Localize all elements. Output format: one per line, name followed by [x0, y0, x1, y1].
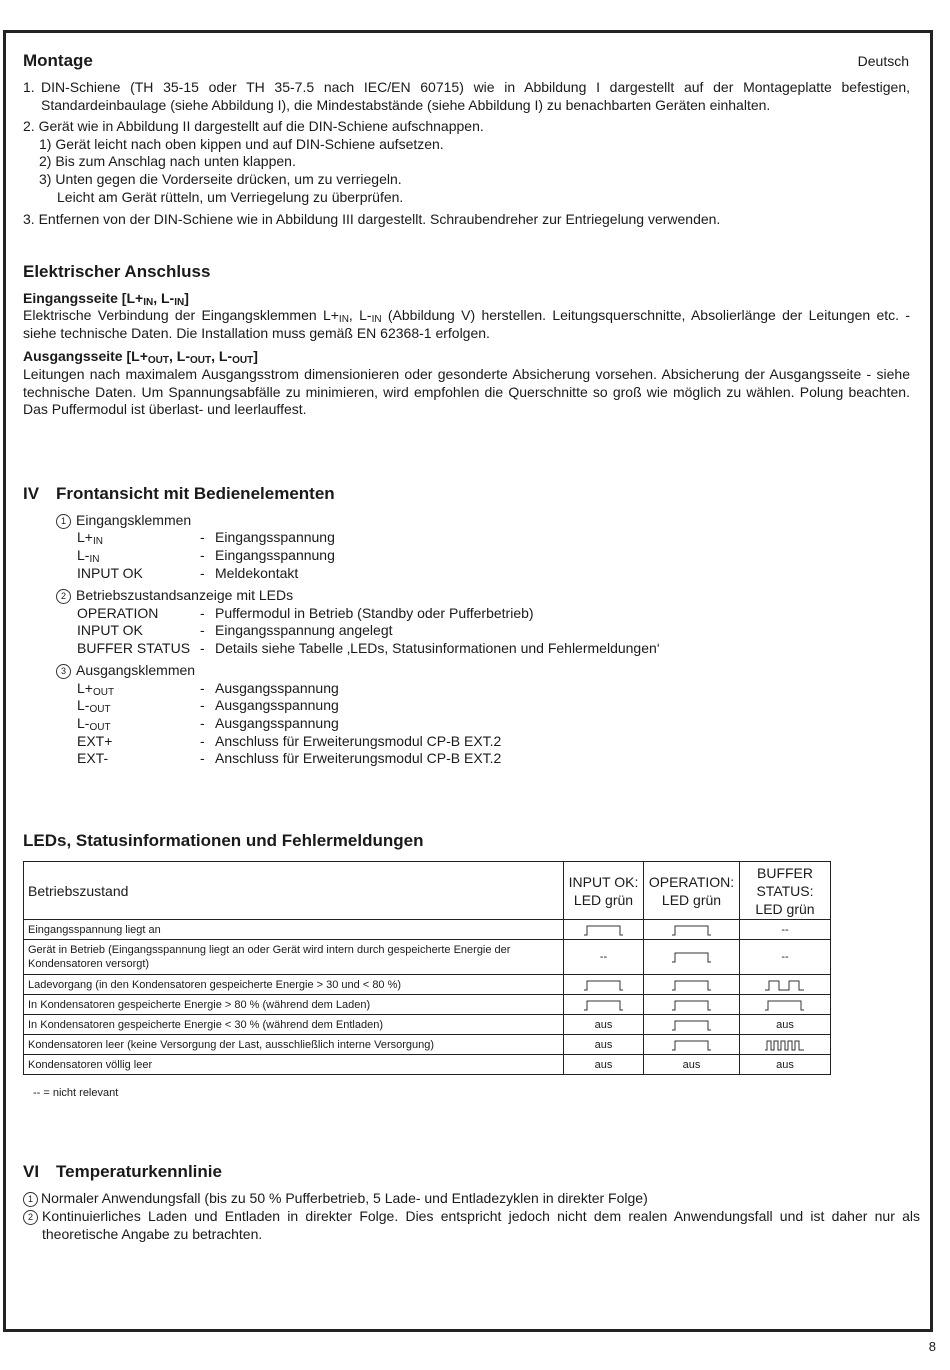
col-header-state: Betriebszustand: [24, 862, 564, 920]
led-status-table: [23, 861, 831, 1075]
state-cell: Eingangsspannung liegt an: [24, 920, 564, 940]
montage-item-3: 3. Entfernen von der DIN-Schiene wie in Abbildung III dargestellt. Schraubendreher zur Entriegelung verwenden.: [23, 211, 721, 227]
marker-2-icon: 2: [56, 589, 71, 604]
led-signal-on-icon: [644, 1035, 740, 1055]
temp-item-2: 2 Kontinuierliches Laden und Entladen in direkter Folge. Dies entspricht jedoch nicht dem realen Anwendungsfall und ist daher nur als theoretische Angabe zu betrachten.: [23, 1208, 920, 1243]
front-title: Frontansicht mit Bedienelementen: [56, 484, 335, 503]
led-state-cell: aus: [644, 1055, 740, 1075]
elektrisch-title: Elektrischer Anschluss: [23, 262, 211, 281]
montage-step-3-cont: Leicht am Gerät rütteln, um Verriegelung zu überprüfen.: [57, 189, 404, 205]
led-signal-on-icon: [644, 975, 740, 995]
output-text: Leitungen nach maximalem Ausgangsstrom dimensionieren oder gesonderte Absicherung vorsehen. Absicherung der Ausgangsseite - siehe technische Daten. Um Spannungsabfälle zu minimieren, wird empfohlen die Querschnitte so groß wie möglich zu wählen. Polung beachten. Das Puffermodul ist überlast- und leerlauffest.: [23, 366, 910, 417]
table-row: [24, 975, 831, 995]
output-heading: Ausgangsseite [$L+_{OUT}$, $L-_{OUT}$, $L-_{OUT}$]: [23, 348, 258, 366]
language-label: Deutsch: [857, 53, 909, 69]
temp-item-1: 1 Normaler Anwendungsfall (bis zu 50 % Pufferbetrieb, 5 Lade- und Entladezyklen in direkter Folge): [23, 1190, 920, 1208]
montage-step-1: 1) Gerät leicht nach oben kippen und auf DIN-Schiene aufsetzen.: [39, 136, 444, 152]
led-state-cell: aus: [740, 1015, 831, 1035]
led-signal-on-icon: [644, 920, 740, 940]
col-header-input-ok: INPUT OK: LED grün: [564, 862, 644, 920]
table-row: [24, 995, 831, 1015]
temp-title: Temperaturkennlinie: [56, 1162, 222, 1181]
state-cell: In Kondensatoren gespeicherte Energie < 30 % (während dem Entladen): [24, 1015, 564, 1035]
col-header-buffer-status: BUFFER STATUS: LED grün: [740, 862, 831, 920]
marker-1-icon: 1: [56, 514, 71, 529]
table-row: [24, 1055, 831, 1075]
led-signal-on-icon: [740, 995, 831, 1015]
montage-item-2: 2. Gerät wie in Abbildung II dargestellt auf die DIN-Schiene aufschnappen.: [23, 118, 484, 134]
led-signal-blink-fast-icon: [740, 1035, 831, 1055]
led-signal-on-icon: [564, 995, 644, 1015]
led-state-cell: --: [740, 920, 831, 940]
front-group-2-title: 2 Betriebszustandsanzeige mit LEDs: [56, 587, 293, 605]
marker-3-icon: 3: [56, 664, 71, 679]
montage-title: Montage: [23, 51, 93, 70]
led-state-cell: --: [740, 940, 831, 975]
input-heading: Eingangsseite [$L+_{IN}$, $L-_{IN}$]: [23, 290, 189, 308]
led-signal-on-icon: [644, 1015, 740, 1035]
front-group-3-title: 3 Ausgangsklemmen: [56, 662, 195, 680]
montage-step-2: 2) Bis zum Anschlag nach unten klappen.: [39, 153, 296, 169]
led-state-cell: aus: [564, 1015, 644, 1035]
front-group-1-title: 1 Eingangsklemmen: [56, 512, 191, 530]
led-state-cell: aus: [564, 1055, 644, 1075]
led-state-cell: aus: [564, 1035, 644, 1055]
state-cell: Gerät in Betrieb (Eingangsspannung liegt an oder Gerät wird intern durch gespeicherte Energie der Kondensatoren versorgt): [24, 940, 564, 975]
temp-roman: VI: [23, 1162, 40, 1181]
led-signal-on-icon: [564, 975, 644, 995]
page-number: 8: [928, 1339, 936, 1354]
marker-1-icon: 1: [23, 1192, 38, 1207]
input-text: Elektrische Verbindung der Eingangsklemmen $L+_{IN}$, $L-_{IN}$ (Abbildung V) herstellen. Leitungsquerschnitte, Absolierlänge der Leitungen etc. - siehe technische Daten. Die Installation muss gemäß EN 62368-1 erfolgen.: [23, 307, 910, 341]
state-cell: Ladevorgang (in den Kondensatoren gespeicherte Energie > 30 und < 80 %): [24, 975, 564, 995]
led-signal-blink-slow-icon: [740, 975, 831, 995]
table-row: [24, 920, 831, 940]
table-row: [24, 940, 831, 975]
front-roman: IV: [23, 484, 40, 503]
state-cell: Kondensatoren völlig leer: [24, 1055, 564, 1075]
col-header-operation: OPERATION: LED grün: [644, 862, 740, 920]
table-row: [24, 1035, 831, 1055]
table-footnote: -- = nicht relevant: [33, 1087, 119, 1099]
table-row: [24, 1015, 831, 1035]
led-signal-on-icon: [564, 920, 644, 940]
state-cell: In Kondensatoren gespeicherte Energie > 80 % (während dem Laden): [24, 995, 564, 1015]
state-cell: Kondensatoren leer (keine Versorgung der Last, ausschließlich interne Versorgung): [24, 1035, 564, 1055]
montage-item-1: 1. DIN-Schiene (TH 35-15 oder TH 35-7.5 nach IEC/EN 60715) wie in Abbildung I dargestellt auf der Montageplatte befestigen, Standardeinbaulage (siehe Abbildung I), die Mindestabstände (siehe Abbildung I) zu benachbarten Geräten einhalten.: [23, 79, 910, 113]
led-signal-on-icon: [644, 995, 740, 1015]
montage-step-3: 3) Unten gegen die Vorderseite drücken, um zu verriegeln.: [39, 171, 402, 187]
led-state-cell: --: [564, 940, 644, 975]
leds-title: LEDs, Statusinformationen und Fehlermeldungen: [23, 831, 424, 850]
marker-2-icon: 2: [23, 1210, 38, 1225]
led-signal-on-icon: [644, 940, 740, 975]
led-state-cell: aus: [740, 1055, 831, 1075]
